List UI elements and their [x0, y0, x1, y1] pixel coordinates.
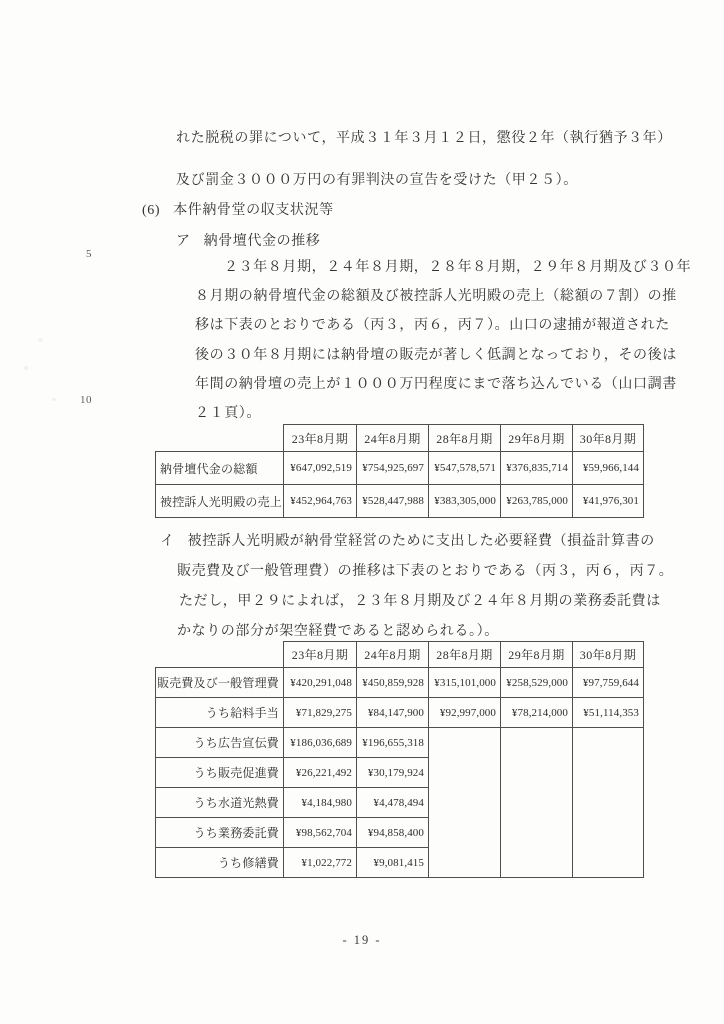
- section-6-title: 本件納骨堂の収支状況等: [173, 203, 334, 218]
- table-header-cell: 30年8月期: [573, 425, 644, 452]
- item-a-title: 納骨壇代金の推移: [203, 234, 321, 249]
- section-6-heading: [142, 199, 334, 219]
- amount-cell: ¥51,114,353: [573, 698, 644, 728]
- amount-cell: ¥315,101,000: [429, 668, 501, 698]
- amount-cell: ¥450,859,928: [357, 668, 429, 698]
- empty-merged-cell: [429, 728, 501, 878]
- table-header-cell: 23年8月期: [284, 642, 357, 668]
- row-label: 納骨壇代金の総額: [156, 452, 284, 485]
- amount-cell: ¥78,214,000: [501, 698, 573, 728]
- amount-cell: ¥547,578,571: [429, 452, 501, 485]
- table-row: [156, 668, 644, 698]
- table-header-cell: 30年8月期: [573, 642, 644, 668]
- paragraph-i-line: かなりの部分が架空経費であると認められる。）。: [177, 624, 499, 639]
- table-header-cell: 23年8月期: [284, 425, 357, 452]
- amount-cell: ¥196,655,318: [357, 728, 429, 758]
- amount-cell: ¥97,759,644: [573, 668, 644, 698]
- amount-cell: ¥528,447,988: [357, 485, 429, 518]
- amount-cell: ¥452,964,763: [284, 485, 357, 518]
- scan-speck: [24, 366, 28, 370]
- amount-cell: ¥71,829,275: [284, 698, 357, 728]
- amount-cell: ¥420,291,048: [284, 668, 357, 698]
- table-header-cell: 28年8月期: [429, 425, 501, 452]
- item-i-heading: [160, 530, 655, 550]
- amount-cell: ¥383,305,000: [429, 485, 501, 518]
- item-a-heading: [176, 230, 320, 250]
- page-number: - 19 -: [342, 933, 382, 947]
- margin-line-number-10: 10: [80, 394, 92, 406]
- amount-cell: ¥4,478,494: [357, 788, 429, 818]
- amount-cell: ¥26,221,492: [284, 758, 357, 788]
- amount-cell: ¥258,529,000: [501, 668, 573, 698]
- table-stub-cell: [156, 425, 284, 452]
- row-label: うち水道光熱費: [156, 788, 284, 818]
- paragraph-a-line: 年間の納骨壇の売上が１０００万円程度にまで落ち込んでいる（山口調書: [195, 377, 677, 392]
- row-label: うち給料手当: [156, 698, 284, 728]
- table-header-row: [156, 642, 644, 668]
- amount-cell: ¥263,785,000: [501, 485, 573, 518]
- amount-cell: ¥647,092,519: [284, 452, 357, 485]
- amount-cell: ¥754,925,697: [357, 452, 429, 485]
- amount-cell: ¥59,966,144: [573, 452, 644, 485]
- paragraph-a-line: ８月期の納骨壇代金の総額及び被控訴人光明殿の売上（総額の７割）の推: [195, 289, 677, 304]
- revenue-table: [155, 424, 644, 518]
- table-stub-cell: [156, 642, 284, 668]
- amount-cell: ¥1,022,772: [284, 848, 357, 878]
- table-header-cell: 24年8月期: [357, 642, 429, 668]
- section-6-number: (6): [142, 203, 161, 218]
- paragraph-i-line: 販売費及び一般管理費）の推移は下表のとおりである（丙３，丙６，丙７。: [177, 564, 674, 579]
- table-header-cell: 29年8月期: [501, 642, 573, 668]
- scan-speck: [52, 398, 56, 401]
- amount-cell: ¥92,997,000: [429, 698, 501, 728]
- paragraph-a-line: 後の３０年８月期には納骨壇の販売が著しく低調となっており，その後は: [195, 348, 677, 363]
- amount-cell: ¥9,081,415: [357, 848, 429, 878]
- amount-cell: ¥376,835,714: [501, 452, 573, 485]
- paragraph-i-line: 被控訴人光明殿が納骨堂経営のために支出した必要経費（損益計算書の: [187, 534, 655, 549]
- table-header-cell: 29年8月期: [501, 425, 573, 452]
- table-row: [156, 485, 644, 518]
- row-label: うち業務委託費: [156, 818, 284, 848]
- table-row: [156, 452, 644, 485]
- table-row: [156, 698, 644, 728]
- row-label: 販売費及び一般管理費: [156, 668, 284, 698]
- row-label: うち販売促進費: [156, 758, 284, 788]
- table-header-cell: 24年8月期: [357, 425, 429, 452]
- paragraph-a-line: ２３年８月期，２４年８月期，２８年８月期，２９年８月期及び３０年: [224, 260, 692, 275]
- amount-cell: ¥186,036,689: [284, 728, 357, 758]
- row-label: うち広告宣伝費: [156, 728, 284, 758]
- paragraph-i-line: ただし，甲２９によれば，２３年８月期及び２４年８月期の業務委託費は: [179, 594, 661, 609]
- body-text-line: れた脱税の罪について，平成３１年３月１２日，懲役２年（執行猶予３年）: [176, 131, 672, 146]
- row-label: うち修繕費: [156, 848, 284, 878]
- table-header-row: [156, 425, 644, 452]
- scan-speck: [38, 338, 43, 342]
- amount-cell: ¥41,976,301: [573, 485, 644, 518]
- amount-cell: ¥4,184,980: [284, 788, 357, 818]
- body-text-line: 及び罰金３０００万円の有罪判決の宣告を受けた（甲２５）。: [176, 173, 578, 188]
- table-row: [156, 728, 644, 758]
- paragraph-a-line: 移は下表のとおりである（丙３，丙６，丙７）。山口の逮捕が報道された: [195, 318, 670, 333]
- empty-merged-cell: [573, 728, 644, 878]
- row-label: 被控訴人光明殿の売上: [156, 485, 284, 518]
- item-a-marker: ア: [176, 234, 191, 249]
- amount-cell: ¥84,147,900: [357, 698, 429, 728]
- amount-cell: ¥30,179,924: [357, 758, 429, 788]
- item-i-marker: イ: [160, 534, 175, 549]
- empty-merged-cell: [501, 728, 573, 878]
- table-header-cell: 28年8月期: [429, 642, 501, 668]
- paragraph-a-line: ２１頁）。: [195, 406, 261, 421]
- amount-cell: ¥98,562,704: [284, 818, 357, 848]
- amount-cell: ¥94,858,400: [357, 818, 429, 848]
- expense-table: [155, 641, 644, 878]
- margin-line-number-5: 5: [86, 248, 92, 260]
